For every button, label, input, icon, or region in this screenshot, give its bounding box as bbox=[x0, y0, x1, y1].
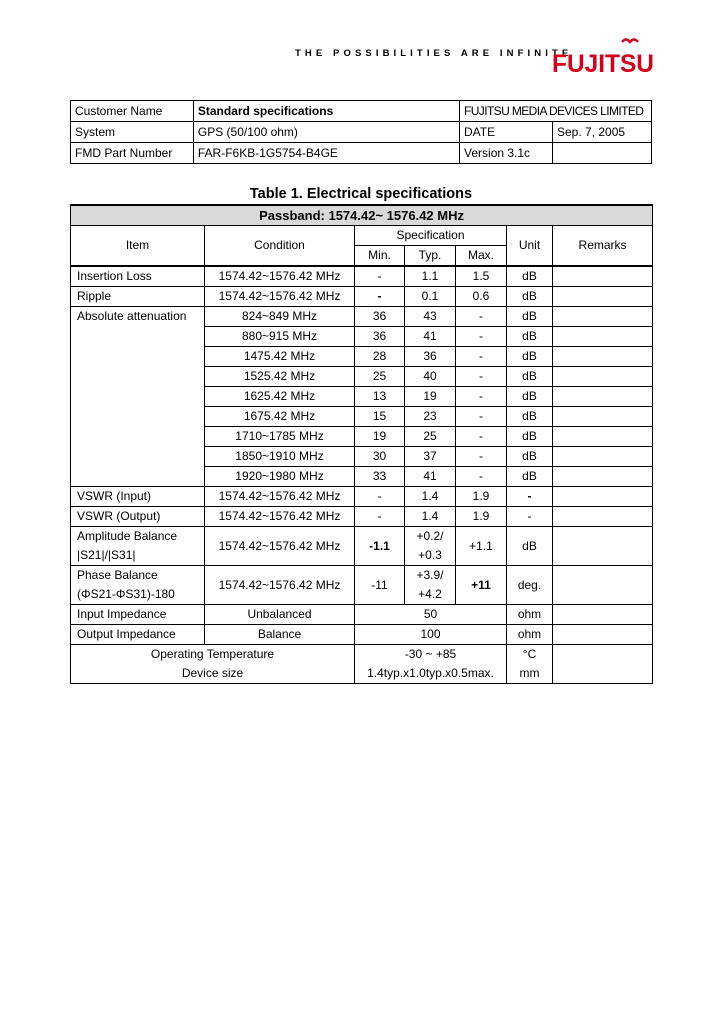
table-row: 1525.42 MHz 25 40 - dB bbox=[71, 367, 653, 387]
svg-text:FUJITSU: FUJITSU bbox=[552, 50, 654, 76]
table-row: 1625.42 MHz 13 19 - dB bbox=[71, 387, 653, 407]
col-max: Max. bbox=[456, 246, 507, 267]
part-number-label: FMD Part Number bbox=[71, 143, 194, 164]
col-condition: Condition bbox=[205, 226, 355, 267]
table-row: Insertion Loss 1574.42~1576.42 MHz - 1.1 1.5 dB bbox=[71, 266, 653, 287]
fujitsu-logo bbox=[552, 36, 656, 76]
table-row: Absolute attenuation 824~849 MHz 36 43 - dB bbox=[71, 307, 653, 327]
table-row-phase: Phase Balance (ΦS21-ΦS31)-180 1574.42~1576.42 MHz -11 +3.9/ +4.2 +11 deg. bbox=[71, 566, 653, 605]
table-caption: Table 1. Electrical specifications bbox=[249, 186, 473, 202]
table-row: 1850~1910 MHz 30 37 - dB bbox=[71, 447, 653, 467]
company-name: FUJITSU MEDIA DEVICES LIMITED bbox=[460, 101, 652, 122]
table-row-input-impedance: Input Impedance Unbalanced 50 ohm bbox=[71, 605, 653, 625]
table-row: 1675.42 MHz 15 23 - dB bbox=[71, 407, 653, 427]
passband-header: Passband: 1574.42~ 1576.42 MHz bbox=[71, 205, 653, 226]
blank-cell bbox=[553, 143, 652, 164]
col-specification: Specification bbox=[355, 226, 507, 246]
col-min: Min. bbox=[355, 246, 405, 267]
table-row: 880~915 MHz 36 41 - dB bbox=[71, 327, 653, 347]
table-row: 1710~1785 MHz 19 25 - dB bbox=[71, 427, 653, 447]
version-value: Version 3.1c bbox=[460, 143, 553, 164]
col-item: Item bbox=[71, 226, 205, 267]
customer-name-label: Customer Name bbox=[71, 101, 194, 122]
table-row-device-size: Device size 1.4typ.x1.0typ.x0.5max. mm bbox=[71, 664, 653, 684]
table-row-output-impedance: Output Impedance Balance 100 ohm bbox=[71, 625, 653, 645]
system-label: System bbox=[71, 122, 194, 143]
table-row: Ripple 1574.42~1576.42 MHz - 0.1 0.6 dB bbox=[71, 287, 653, 307]
table-row: VSWR (Output) 1574.42~1576.42 MHz - 1.4 1.9 - bbox=[71, 507, 653, 527]
date-value: Sep. 7, 2005 bbox=[553, 122, 652, 143]
customer-name-value: Standard specifications bbox=[193, 101, 459, 122]
table-row-amplitude: Amplitude Balance |S21|/|S31| 1574.42~1576.42 MHz -1.1 +0.2/ +0.3 +1.1 dB bbox=[71, 527, 653, 566]
table-row-operating-temp: Operating Temperature -30 ~ +85 °C bbox=[71, 645, 653, 665]
col-unit: Unit bbox=[507, 226, 553, 267]
spec-table bbox=[70, 204, 653, 684]
part-number-value: FAR-F6KB-1G5754-B4GE bbox=[193, 143, 459, 164]
info-table bbox=[70, 100, 652, 164]
table-row: 1920~1980 MHz 33 41 - dB bbox=[71, 467, 653, 487]
date-label: DATE bbox=[460, 122, 553, 143]
system-value: GPS (50/100 ohm) bbox=[193, 122, 459, 143]
col-typ: Typ. bbox=[405, 246, 456, 267]
table-row: 1475.42 MHz 28 36 - dB bbox=[71, 347, 653, 367]
table-row: VSWR (Input) 1574.42~1576.42 MHz - 1.4 1.9 - bbox=[71, 487, 653, 507]
tagline: THE POSSIBILITIES ARE INFINITE bbox=[295, 48, 573, 59]
col-remarks: Remarks bbox=[553, 226, 653, 267]
